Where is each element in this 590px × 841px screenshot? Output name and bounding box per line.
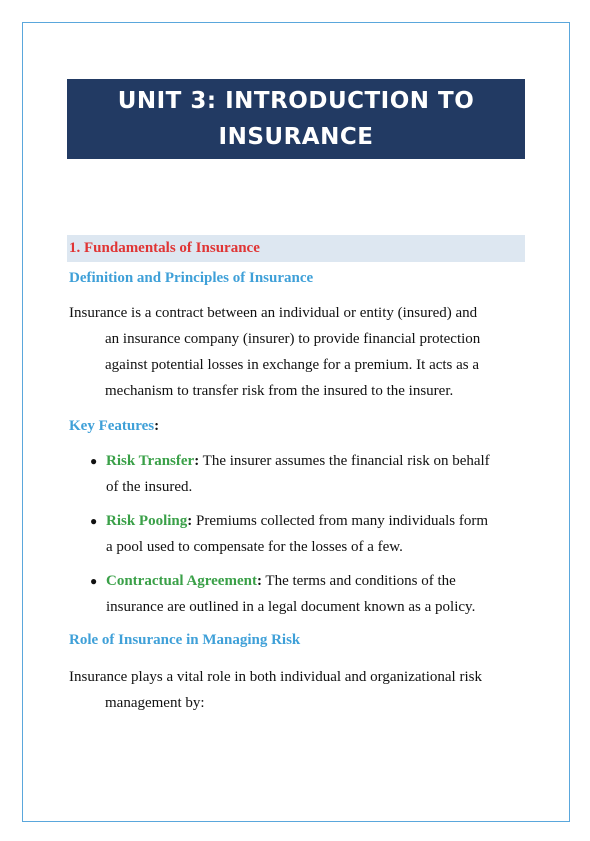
key-features-label: Key Features [69,418,155,434]
role-paragraph [69,664,529,716]
bullet-line: a pool used to compensate for the losses of a few. [106,539,403,555]
bullet-text: The terms and conditions of the [261,573,456,589]
bullet-term-colon: : [256,573,262,589]
key-features-heading [69,418,159,435]
bullet-line [90,508,530,534]
title-line-2: INSURANCE [218,124,374,150]
bullet-icon: ● [90,514,98,528]
paragraph-line: Insurance plays a vital role in both individual and organizational risk [69,669,482,685]
list-item [90,568,530,620]
key-features-colon: : [154,418,160,434]
bullet-line [90,448,530,474]
bullet-icon: ● [90,454,98,468]
bullet-text: Premiums collected from many individuals form [192,513,489,529]
bullet-text: The insurer assumes the financial risk on behalf [199,453,490,469]
bullet-line [90,568,530,594]
title-banner [67,79,525,159]
bullet-term-colon: : [187,513,193,529]
paragraph-line: mechanism to transfer risk from the insured to the insurer. [105,383,454,399]
bullet-term: Risk Transfer [106,453,195,469]
title-line-1: UNIT 3: INTRODUCTION TO [117,88,475,114]
role-heading: Role of Insurance in Managing Risk [69,632,301,648]
bullet-term: Risk Pooling [106,513,188,529]
section-heading: 1. Fundamentals of Insurance [69,240,260,256]
bullet-line: of the insured. [106,479,193,495]
bullet-term: Contractual Agreement [106,573,257,589]
bullet-icon: ● [90,574,98,588]
bullet-term-colon: : [194,453,200,469]
paragraph-line: against potential losses in exchange for a premium. It acts as a [105,357,480,373]
definition-paragraph [69,300,529,404]
list-item [90,448,530,500]
bullet-line: insurance are outlined in a legal document known as a policy. [106,599,476,615]
list-item [90,508,530,560]
definition-heading: Definition and Principles of Insurance [69,270,314,286]
paragraph-line: an insurance company (insurer) to provide financial protection [105,331,481,347]
paragraph-line: Insurance is a contract between an individual or entity (insured) and [69,305,478,321]
paragraph-line: management by: [105,695,205,711]
